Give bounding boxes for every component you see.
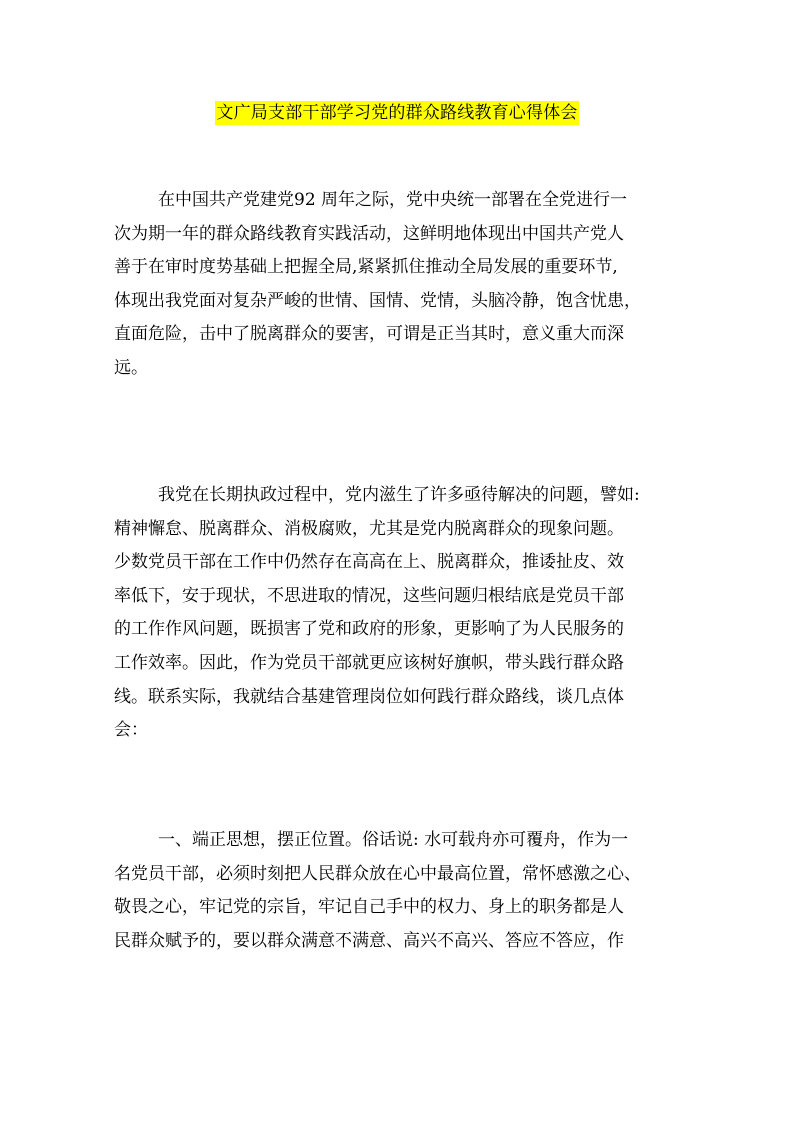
paragraph-line: 的工作作风问题，既损害了党和政府的形象，更影响了为人民服务的: [114, 619, 624, 640]
paragraph-line: 名党员干部，必须时刻把人民群众放在心中最高位置，常怀感激之心、: [114, 863, 641, 884]
paragraph-line: 会：: [114, 720, 148, 741]
paragraph-line: 少数党员干部在工作中仍然存在高高在上、脱离群众，推诿扯皮、效: [114, 552, 624, 573]
paragraph-line: 精神懈怠、脱离群众、消极腐败，尤其是党内脱离群众的现象问题。: [114, 518, 624, 539]
paragraph-line: 在中国共产党建党92 周年之际，党中央统一部署在全党进行一: [158, 190, 628, 210]
paragraph-line: 率低下，安于现状，不思进取的情况，这些问题归根结底是党员干部: [114, 585, 624, 606]
document-title: 文广局支部干部学习党的群众路线教育心得体会: [216, 103, 578, 123]
paragraph-line: 工作效率。因此，作为党员干部就更应该树好旗帜，带头践行群众路: [114, 652, 624, 673]
paragraph-line: 直面危险，击中了脱离群众的要害，可谓是正当其时，意义重大而深: [114, 324, 624, 345]
paragraph-line: 敬畏之心，牢记党的宗旨，牢记自己手中的权力、身上的职务都是人: [114, 897, 624, 918]
paragraph-line: 一、端正思想，摆正位置。俗话说: 水可载舟亦可覆舟，作为一: [158, 830, 629, 850]
paragraph-line: 民群众赋予的，要以群众满意不满意、高兴不高兴、答应不答应，作: [114, 930, 624, 951]
paragraph-line: 善于在审时度势基础上把握全局,紧紧抓住推动全局发展的重要环节,: [114, 257, 618, 278]
paragraph-line: 远。: [114, 357, 148, 378]
paragraph-1: [114, 184, 674, 386]
title-container: [0, 101, 794, 125]
paragraph-line: 体现出我党面对复杂严峻的世情、国情、党情，头脑冷静，饱含忧患，: [114, 290, 641, 311]
paragraph-3: [114, 824, 674, 958]
paragraph-line: 次为期一年的群众路线教育实践活动，这鲜明地体现出中国共产党人: [114, 223, 624, 244]
paragraph-2: [114, 479, 674, 748]
paragraph-line: 我党在长期执政过程中，党内滋生了许多亟待解决的问题，譬如:: [158, 485, 640, 505]
paragraph-line: 线。联系实际，我就结合基建管理岗位如何践行群众路线，谈几点体: [114, 686, 624, 707]
